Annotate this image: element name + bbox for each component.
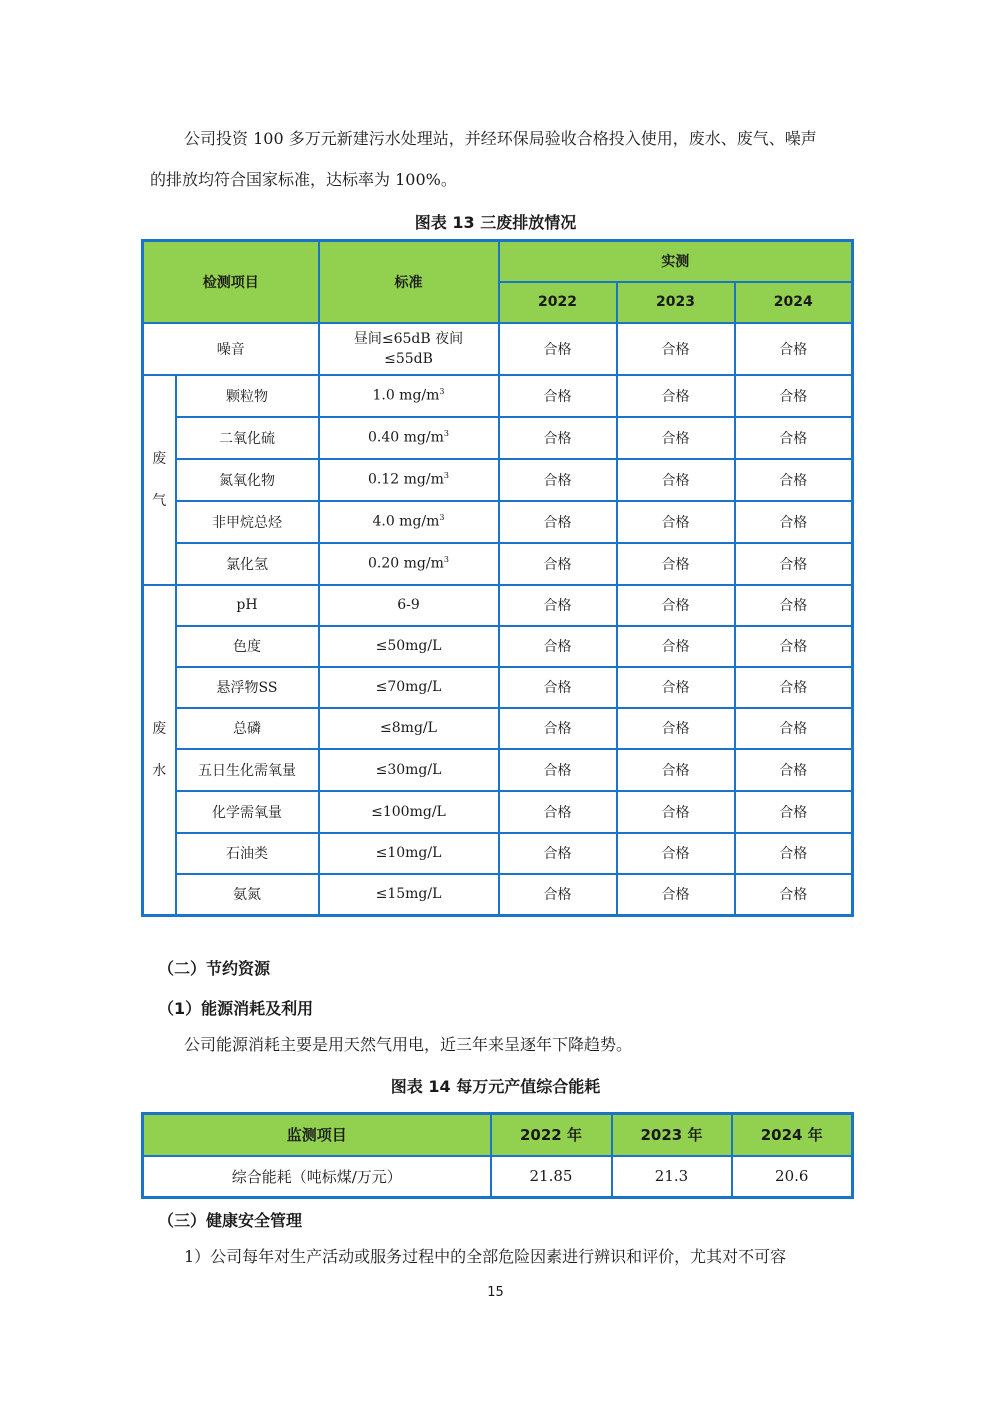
section2-subheading: （1）能源消耗及利用 <box>158 999 314 1018</box>
header-item: 监测项目 <box>143 1114 491 1156</box>
gas-item: 非甲烷总烃 <box>176 501 319 543</box>
water-standard: ≤10mg/L <box>319 833 499 874</box>
header-year-2024: 2024 年 <box>732 1114 853 1156</box>
water-item: 色度 <box>176 626 319 667</box>
result-cell: 合格 <box>735 749 853 791</box>
table-row <box>143 1156 853 1198</box>
water-item: 总磷 <box>176 708 319 749</box>
table-row <box>143 667 853 708</box>
noise-result-2023: 合格 <box>617 323 735 375</box>
water-group-char-2: 水 <box>152 762 167 779</box>
table-row <box>143 543 853 585</box>
header-year-2024: 2024 <box>735 282 853 323</box>
section3-heading: （三）健康安全管理 <box>158 1211 303 1230</box>
gas-item: 颗粒物 <box>176 375 319 417</box>
result-cell: 合格 <box>735 874 853 916</box>
result-cell: 合格 <box>499 501 617 543</box>
gas-group-char-2: 气 <box>152 492 167 509</box>
result-cell: 合格 <box>499 874 617 916</box>
gas-group-char-1: 废 <box>152 450 167 467</box>
intro-paragraph <box>150 121 850 157</box>
result-cell: 合格 <box>499 585 617 626</box>
table-row <box>143 459 853 501</box>
header-year-2022: 2022 <box>499 282 617 323</box>
table-row <box>143 417 853 459</box>
result-cell: 合格 <box>735 459 853 501</box>
noise-standard: 昼间≤65dB 夜间≤55dB <box>319 323 499 375</box>
gas-standard-value: 0.40 mg/m <box>368 429 444 446</box>
water-group-label <box>143 585 176 916</box>
result-cell: 合格 <box>617 749 735 791</box>
water-standard: 6-9 <box>319 585 499 626</box>
table-row <box>143 501 853 543</box>
result-cell: 合格 <box>499 667 617 708</box>
header-year-2022: 2022 年 <box>491 1114 612 1156</box>
result-cell: 合格 <box>499 791 617 833</box>
table-row <box>143 874 853 916</box>
gas-standard <box>319 459 499 501</box>
water-item: 悬浮物SS <box>176 667 319 708</box>
gas-item: 氯化氢 <box>176 543 319 585</box>
gas-standard <box>319 375 499 417</box>
water-item: 氨氮 <box>176 874 319 916</box>
result-cell: 合格 <box>617 375 735 417</box>
result-cell: 合格 <box>499 749 617 791</box>
result-cell: 合格 <box>499 459 617 501</box>
result-cell: 合格 <box>617 874 735 916</box>
gas-item: 氮氧化物 <box>176 459 319 501</box>
table-row <box>143 708 853 749</box>
noise-item: 噪音 <box>143 323 319 375</box>
noise-result-2022: 合格 <box>499 323 617 375</box>
emissions-table <box>141 239 854 917</box>
result-cell: 合格 <box>617 667 735 708</box>
section3-paragraph: 1）公司每年对生产活动或服务过程中的全部危险因素进行辨识和评价，尤其对不可容 <box>184 1247 787 1266</box>
table13-caption: 图表 13 三废排放情况 <box>414 213 577 232</box>
result-cell: 合格 <box>735 667 853 708</box>
header-year-2023: 2023 <box>617 282 735 323</box>
result-cell: 合格 <box>735 417 853 459</box>
result-cell: 合格 <box>499 417 617 459</box>
water-item: 化学需氧量 <box>176 791 319 833</box>
unit-superscript: 3 <box>439 387 445 397</box>
noise-result-2024: 合格 <box>735 323 853 375</box>
table-row <box>143 375 853 417</box>
result-cell: 合格 <box>617 585 735 626</box>
gas-standard-value: 1.0 mg/m <box>372 387 440 404</box>
table-header-row <box>143 241 853 282</box>
result-cell: 合格 <box>735 501 853 543</box>
result-cell: 合格 <box>617 833 735 874</box>
page-number: 15 <box>487 1285 504 1300</box>
result-cell: 合格 <box>735 543 853 585</box>
gas-standard-value: 4.0 mg/m <box>372 513 440 530</box>
intro-line-1: 公司投资 100 多万元新建污水处理站，并经环保局验收合格投入使用，废水、废气、噪声 <box>184 129 817 148</box>
water-item: pH <box>176 585 319 626</box>
water-item: 五日生化需氧量 <box>176 749 319 791</box>
unit-superscript: 3 <box>439 513 445 523</box>
intro-paragraph-continued <box>150 162 850 198</box>
header-standard: 标准 <box>319 241 499 323</box>
result-cell: 合格 <box>617 708 735 749</box>
gas-group-label <box>143 375 176 585</box>
section2-heading: （二）节约资源 <box>158 959 271 978</box>
result-cell: 合格 <box>499 833 617 874</box>
table-row-noise <box>143 323 853 375</box>
result-cell: 合格 <box>735 375 853 417</box>
water-standard: ≤8mg/L <box>319 708 499 749</box>
result-cell: 合格 <box>617 626 735 667</box>
result-cell: 合格 <box>617 791 735 833</box>
result-cell: 合格 <box>499 626 617 667</box>
unit-superscript: 3 <box>443 555 449 565</box>
result-cell: 合格 <box>499 543 617 585</box>
unit-superscript: 3 <box>443 471 449 481</box>
table-row <box>143 791 853 833</box>
unit-superscript: 3 <box>443 429 449 439</box>
water-group-char-1: 废 <box>152 720 167 737</box>
result-cell: 合格 <box>735 708 853 749</box>
water-item: 石油类 <box>176 833 319 874</box>
result-cell: 合格 <box>499 375 617 417</box>
water-standard: ≤15mg/L <box>319 874 499 916</box>
result-cell: 合格 <box>735 585 853 626</box>
gas-standard <box>319 417 499 459</box>
gas-standard <box>319 501 499 543</box>
gas-standard-value: 0.12 mg/m <box>368 471 444 488</box>
table14-caption: 图表 14 每万元产值综合能耗 <box>390 1077 601 1096</box>
table-row <box>143 585 853 626</box>
gas-item: 二氧化硫 <box>176 417 319 459</box>
table-row <box>143 833 853 874</box>
water-standard: ≤70mg/L <box>319 667 499 708</box>
result-cell: 合格 <box>617 459 735 501</box>
result-cell: 合格 <box>735 833 853 874</box>
gas-standard <box>319 543 499 585</box>
result-cell: 合格 <box>617 543 735 585</box>
header-year-2023: 2023 年 <box>612 1114 732 1156</box>
gas-standard-value: 0.20 mg/m <box>368 555 444 572</box>
header-item: 检测项目 <box>143 241 319 323</box>
energy-table <box>141 1112 854 1199</box>
energy-value-2023: 21.3 <box>612 1156 732 1198</box>
table-header-row <box>143 1114 853 1156</box>
result-cell: 合格 <box>735 791 853 833</box>
water-standard: ≤50mg/L <box>319 626 499 667</box>
intro-line-2: 的排放均符合国家标准，达标率为 100%。 <box>150 170 457 189</box>
result-cell: 合格 <box>617 501 735 543</box>
energy-item: 综合能耗（吨标煤/万元） <box>143 1156 491 1198</box>
water-standard: ≤100mg/L <box>319 791 499 833</box>
table-row <box>143 626 853 667</box>
table-row <box>143 749 853 791</box>
energy-value-2024: 20.6 <box>732 1156 853 1198</box>
water-standard: ≤30mg/L <box>319 749 499 791</box>
section2-paragraph: 公司能源消耗主要是用天然气用电，近三年来呈逐年下降趋势。 <box>184 1035 633 1054</box>
result-cell: 合格 <box>499 708 617 749</box>
result-cell: 合格 <box>735 626 853 667</box>
result-cell: 合格 <box>617 417 735 459</box>
header-measured: 实测 <box>499 241 853 282</box>
energy-value-2022: 21.85 <box>491 1156 612 1198</box>
